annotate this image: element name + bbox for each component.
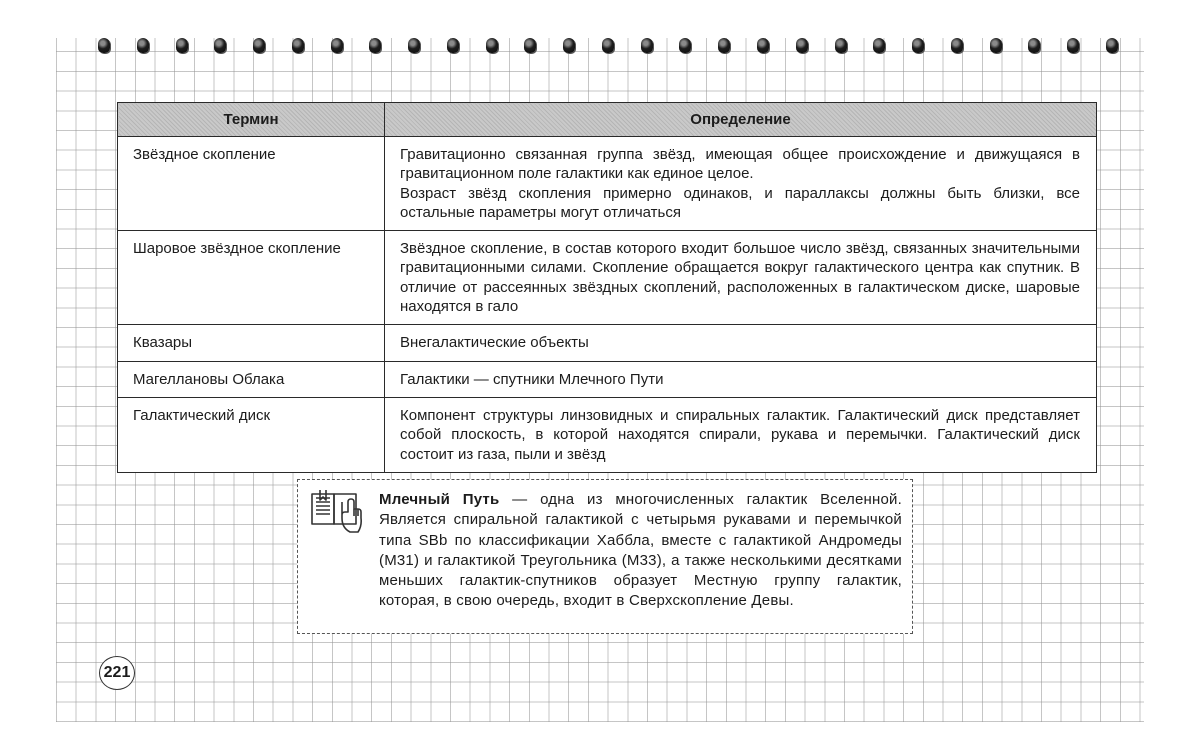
table-header-row xyxy=(118,103,1097,137)
info-body: — одна из многочисленных галактик Вселенной. Является спиральной галактикой с четырьмя рукавами и перемычкой типа SBb по классификации Хаббла, вместе с галактикой Андромеды (М31) и галактикой Треугольника (М33), а также несколькими десятками меньших галактик-спутников образует Местную группу галактик, которая, в свою очередь, входит в Сверхскопление Девы. xyxy=(379,491,902,610)
binding-ring xyxy=(757,38,769,53)
term-cell: Шаровое звёздное скопление xyxy=(118,231,385,325)
binding-ring xyxy=(679,38,691,53)
binding-ring xyxy=(718,38,730,53)
binding-ring xyxy=(912,38,924,53)
table-row xyxy=(118,361,1097,397)
definition-paragraph: Компонент структуры линзовидных и спиральных галактик. Галактический диск представляет собой плоскость, в которой находятся спирали, рукава и перемычки. Галактический диск состоит из газа, пыли и звёзд xyxy=(400,406,1080,463)
binding-ring xyxy=(331,38,343,53)
binding-ring xyxy=(98,38,110,53)
binding-ring xyxy=(873,38,885,53)
definition-paragraph: Галактики — спутники Млечного Пути xyxy=(400,370,664,388)
binding-ring xyxy=(835,38,847,53)
term-cell: Квазары xyxy=(118,325,385,361)
definition-paragraph: Возраст звёзд скопления примерно одинаков, и параллаксы должны быть близки, все остальные параметры могут отличаться xyxy=(400,184,1080,221)
definition-cell xyxy=(385,231,1097,325)
info-box xyxy=(297,479,913,634)
term-cell: Магеллановы Облака xyxy=(118,361,385,397)
table-row xyxy=(118,231,1097,325)
definition-cell xyxy=(385,325,1097,361)
info-text xyxy=(379,490,902,612)
page-number: 221 xyxy=(99,656,135,690)
binding-ring xyxy=(486,38,498,53)
binding-ring xyxy=(447,38,459,53)
binding-ring xyxy=(602,38,614,53)
definition-cell xyxy=(385,361,1097,397)
binding-ring xyxy=(1106,38,1118,53)
binding-ring xyxy=(369,38,381,53)
definition-paragraph: Звёздное скопление, в состав которого входит большое число звёзд, связанных значительными гравитационными силами. Скопление обращается вокруг галактического центра как спутник. В отличие от рассеянных звёздных скоплений, расположенных в галактическом диске, шаровые находятся в гало xyxy=(400,240,1080,316)
binding-ring xyxy=(1067,38,1079,53)
binding-ring xyxy=(137,38,149,53)
binding-ring xyxy=(641,38,653,53)
definition-paragraph: Внегалактические объекты xyxy=(400,334,589,352)
binding-ring xyxy=(292,38,304,53)
terms-table xyxy=(117,102,1097,473)
definition-cell xyxy=(385,397,1097,472)
binding-ring xyxy=(176,38,188,53)
binding-ring xyxy=(563,38,575,53)
binding-ring xyxy=(214,38,226,53)
binding-ring xyxy=(1028,38,1040,53)
term-cell: Звёздное скопление xyxy=(118,137,385,231)
term-cell: Галактический диск xyxy=(118,397,385,472)
book-hand-icon xyxy=(308,488,364,536)
binding-ring xyxy=(253,38,265,53)
binding-ring xyxy=(524,38,536,53)
definition-cell xyxy=(385,137,1097,231)
table-row xyxy=(118,137,1097,231)
table-row xyxy=(118,397,1097,472)
binding-ring xyxy=(408,38,420,53)
binding-ring xyxy=(990,38,1002,53)
binding-ring xyxy=(796,38,808,53)
definition-paragraph: Гравитационно связанная группа звёзд, имеющая общее происхождение и движущаяся в гравитационном поле галактики как единое целое. xyxy=(400,146,1080,183)
spiral-binding xyxy=(98,33,1118,57)
header-definition: Определение xyxy=(385,103,1097,137)
header-term: Термин xyxy=(118,103,385,137)
info-title: Млечный Путь xyxy=(379,491,500,508)
binding-ring xyxy=(951,38,963,53)
table-row xyxy=(118,325,1097,361)
